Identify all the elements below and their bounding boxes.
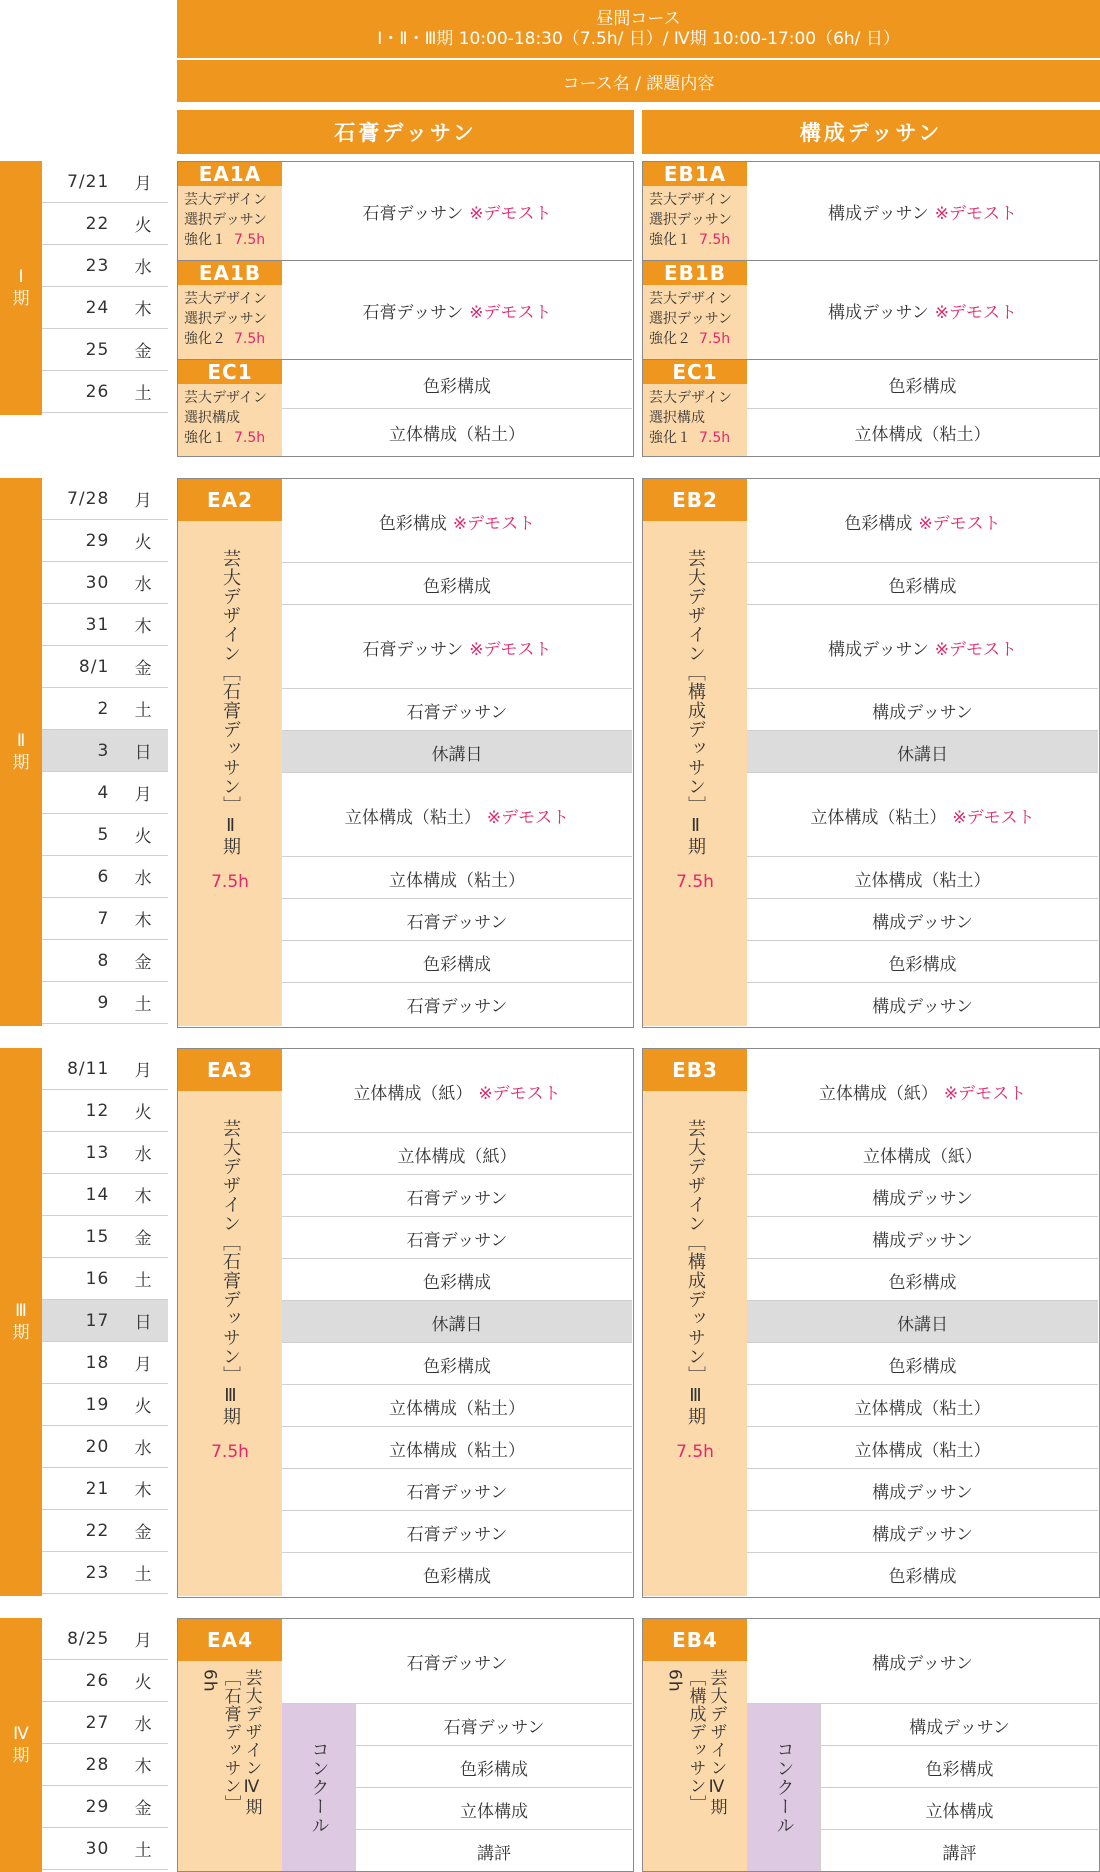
weekday: 木 bbox=[134, 1187, 153, 1207]
date-row bbox=[42, 371, 168, 413]
p1-left-block bbox=[177, 161, 634, 457]
concours-label: コンクール bbox=[747, 1704, 820, 1871]
weekday: 土 bbox=[134, 995, 153, 1015]
task-cell: 立体構成（粘土） bbox=[854, 1398, 991, 1419]
task-cell: 色彩構成 ※デモスト bbox=[378, 513, 536, 534]
p2-left-block bbox=[177, 478, 634, 1028]
course-info-vertical: 芸大デザイン［構成デッサン］Ⅲ期 7.5h bbox=[643, 1091, 747, 1596]
date: 8/11 bbox=[67, 1058, 110, 1079]
date: 3 bbox=[97, 740, 110, 761]
date: 8 bbox=[97, 950, 110, 971]
holiday-cell: 休講日 bbox=[282, 1301, 632, 1343]
date-row bbox=[42, 1660, 168, 1702]
course-code: EC1 bbox=[643, 360, 747, 384]
task-cell: 構成デッサン bbox=[872, 1653, 973, 1674]
task-cell: 構成デッサン bbox=[872, 996, 973, 1017]
task-cell: 立体構成（粘土） bbox=[854, 425, 991, 445]
date: 14 bbox=[85, 1184, 110, 1205]
date-row bbox=[42, 1048, 168, 1090]
task-cell: 構成デッサン bbox=[872, 1524, 973, 1545]
task-cell: 立体構成（粘土） bbox=[389, 870, 525, 891]
course-code: EA4 bbox=[178, 1619, 282, 1661]
date-row bbox=[42, 287, 168, 329]
weekday: 日 bbox=[134, 1313, 153, 1333]
task-cell: 色彩構成 bbox=[888, 1356, 957, 1377]
p1-right-block bbox=[642, 161, 1100, 457]
course-info-vertical: 芸大デザインⅣ期 ［石膏デッサン］ 6h bbox=[178, 1661, 282, 1871]
period-label: Ⅳ 期 bbox=[0, 1618, 42, 1872]
task-cell: 講評 bbox=[942, 1843, 977, 1864]
task-cell: 色彩構成 bbox=[423, 576, 491, 597]
date: 7/21 bbox=[67, 171, 110, 192]
task-cell: 石膏デッサン bbox=[406, 1230, 508, 1251]
date: 4 bbox=[97, 782, 110, 803]
task-cell: 色彩構成 bbox=[925, 1759, 994, 1780]
course-code: EB3 bbox=[643, 1049, 747, 1091]
task-cell: 色彩構成 bbox=[423, 1356, 491, 1377]
weekday: 月 bbox=[134, 174, 153, 194]
date: 27 bbox=[85, 1712, 110, 1733]
content-subheading: コース名 / 課題内容 bbox=[177, 60, 1100, 102]
task-cell: 色彩構成 bbox=[460, 1759, 528, 1780]
weekday: 水 bbox=[134, 1145, 153, 1165]
holiday-cell: 休講日 bbox=[282, 731, 632, 773]
date-row bbox=[42, 161, 168, 203]
date: 17 bbox=[85, 1310, 110, 1331]
date: 30 bbox=[85, 1838, 110, 1859]
date-row bbox=[42, 1342, 168, 1384]
date: 22 bbox=[85, 1520, 110, 1541]
task-cell: 講評 bbox=[477, 1843, 511, 1864]
weekday: 水 bbox=[134, 1715, 153, 1735]
concours-label: コンクール bbox=[282, 1704, 355, 1871]
date-row bbox=[42, 604, 168, 646]
date: 9 bbox=[97, 992, 110, 1013]
weekday: 日 bbox=[134, 743, 153, 763]
date: 29 bbox=[85, 1796, 110, 1817]
course-code: EC1 bbox=[178, 360, 282, 384]
date-row bbox=[42, 203, 168, 245]
task-cell: 立体構成（粘土） bbox=[389, 1398, 525, 1419]
weekday: 火 bbox=[134, 1397, 153, 1417]
date: 20 bbox=[85, 1436, 110, 1457]
task-cell: 色彩構成 bbox=[888, 1272, 957, 1293]
date: 5 bbox=[97, 824, 110, 845]
task-cell: 立体構成（紙） ※デモスト bbox=[353, 1083, 561, 1104]
task-cell: 色彩構成 bbox=[423, 376, 491, 397]
task-cell: 立体構成（粘土） bbox=[854, 870, 991, 891]
task-cell: 構成デッサン bbox=[872, 1230, 973, 1251]
task-cell: 立体構成（粘土） bbox=[389, 1440, 525, 1461]
weekday: 月 bbox=[134, 1631, 153, 1651]
task-cell: 色彩構成 bbox=[888, 376, 957, 397]
weekday: 月 bbox=[134, 785, 153, 805]
p3-left-block bbox=[177, 1048, 634, 1598]
date-row bbox=[42, 1384, 168, 1426]
date: 26 bbox=[85, 1670, 110, 1691]
weekday: 土 bbox=[134, 1565, 153, 1585]
weekday: 火 bbox=[134, 1673, 153, 1693]
task-cell: 立体構成 bbox=[460, 1801, 528, 1822]
weekday: 水 bbox=[134, 1439, 153, 1459]
task-cell: 構成デッサン ※デモスト bbox=[827, 302, 1018, 323]
date-row bbox=[42, 1132, 168, 1174]
weekday: 火 bbox=[134, 533, 153, 553]
date-row-holiday bbox=[42, 1300, 168, 1342]
p2-right-block bbox=[642, 478, 1100, 1028]
holiday-cell: 休講日 bbox=[747, 1301, 1098, 1343]
date: 7 bbox=[97, 908, 110, 929]
task-cell: 構成デッサン bbox=[872, 912, 973, 933]
date: 2 bbox=[97, 698, 110, 719]
date: 7/28 bbox=[67, 488, 110, 509]
weekday: 土 bbox=[134, 384, 153, 404]
weekday: 木 bbox=[134, 1757, 153, 1777]
weekday: 水 bbox=[134, 869, 153, 889]
weekday: 金 bbox=[134, 342, 153, 362]
course-info-vertical: 芸大デザイン［石膏デッサン］Ⅱ期 7.5h bbox=[178, 521, 282, 1026]
task-cell: 構成デッサン bbox=[872, 702, 973, 723]
schedule-hours: Ⅰ・Ⅱ・Ⅲ期 10:00-18:30（7.5h/ 日）/ Ⅳ期 10:00-17:00（6h/ 日） bbox=[377, 29, 900, 49]
date-row bbox=[42, 940, 168, 982]
course-code: EA1A bbox=[178, 162, 282, 186]
weekday: 金 bbox=[134, 1799, 153, 1819]
date: 15 bbox=[85, 1226, 110, 1247]
p4-right-block bbox=[642, 1618, 1100, 1872]
weekday: 木 bbox=[134, 911, 153, 931]
course-info: 芸大デザイン 選択構成 強化１ 7.5h bbox=[178, 384, 282, 456]
date-row bbox=[42, 1216, 168, 1258]
date: 24 bbox=[85, 297, 110, 318]
p3-right-block bbox=[642, 1048, 1100, 1598]
date: 21 bbox=[85, 1478, 110, 1499]
task-cell: 構成デッサン ※デモスト bbox=[827, 639, 1018, 660]
date: 8/1 bbox=[78, 656, 110, 677]
course-code: EB1A bbox=[643, 162, 747, 186]
task-cell: 石膏デッサン bbox=[406, 1482, 508, 1503]
p4-left-block bbox=[177, 1618, 634, 1872]
task-cell: 構成デッサン bbox=[909, 1717, 1010, 1738]
period-label: Ⅰ 期 bbox=[0, 161, 42, 415]
weekday: 金 bbox=[134, 1229, 153, 1249]
task-cell: 立体構成（粘土） ※デモスト bbox=[810, 807, 1035, 828]
date-row bbox=[42, 1468, 168, 1510]
date-row bbox=[42, 1618, 168, 1660]
task-cell: 立体構成（紙） ※デモスト bbox=[818, 1083, 1027, 1104]
date-row bbox=[42, 1174, 168, 1216]
weekday: 水 bbox=[134, 258, 153, 278]
date: 23 bbox=[85, 255, 110, 276]
course-header bbox=[177, 0, 1100, 58]
course-code: EB2 bbox=[643, 479, 747, 521]
course-info: 芸大デザイン 選択構成 強化１ 7.5h bbox=[643, 384, 747, 456]
task-cell: 石膏デッサン bbox=[406, 1524, 508, 1545]
date-row bbox=[42, 688, 168, 730]
date-row bbox=[42, 478, 168, 520]
date-column bbox=[42, 478, 168, 1026]
date: 18 bbox=[85, 1352, 110, 1373]
date-row bbox=[42, 1744, 168, 1786]
period-label: Ⅲ 期 bbox=[0, 1048, 42, 1596]
weekday: 木 bbox=[134, 300, 153, 320]
course-info-vertical: 芸大デザイン［構成デッサン］Ⅱ期 7.5h bbox=[643, 521, 747, 1026]
task-cell: 色彩構成 bbox=[888, 954, 957, 975]
weekday: 金 bbox=[134, 953, 153, 973]
weekday: 土 bbox=[134, 1271, 153, 1291]
weekday: 木 bbox=[134, 1481, 153, 1501]
task-cell: 色彩構成 ※デモスト bbox=[844, 513, 1001, 534]
weekday: 土 bbox=[134, 701, 153, 721]
course-code: EB1B bbox=[643, 261, 747, 285]
course-info-vertical: 芸大デザイン［石膏デッサン］Ⅲ期 7.5h bbox=[178, 1091, 282, 1596]
weekday: 土 bbox=[134, 1841, 153, 1861]
task-cell: 構成デッサン bbox=[872, 1482, 973, 1503]
date-row bbox=[42, 1090, 168, 1132]
weekday: 金 bbox=[134, 1523, 153, 1543]
date-row bbox=[42, 814, 168, 856]
date-row bbox=[42, 856, 168, 898]
date: 19 bbox=[85, 1394, 110, 1415]
task-cell: 石膏デッサン ※デモスト bbox=[362, 639, 552, 660]
task-cell: 石膏デッサン bbox=[443, 1717, 545, 1738]
date-row bbox=[42, 245, 168, 287]
course-code: EA3 bbox=[178, 1049, 282, 1091]
course-info-vertical: 芸大デザインⅣ期 ［構成デッサン］ 6h bbox=[643, 1661, 747, 1871]
task-cell: 石膏デッサン bbox=[406, 1653, 508, 1674]
date: 23 bbox=[85, 1562, 110, 1583]
date-row bbox=[42, 1510, 168, 1552]
date-row bbox=[42, 562, 168, 604]
course-name-right: 構成デッサン bbox=[642, 110, 1100, 154]
weekday: 水 bbox=[134, 575, 153, 595]
date-row bbox=[42, 982, 168, 1024]
date: 30 bbox=[85, 572, 110, 593]
task-cell: 立体構成（粘土） bbox=[854, 1440, 991, 1461]
course-code: EB4 bbox=[643, 1619, 747, 1661]
date: 25 bbox=[85, 339, 110, 360]
course-code: EA1B bbox=[178, 261, 282, 285]
task-cell: 色彩構成 bbox=[423, 1566, 491, 1587]
course-info: 芸大デザイン 選択デッサン 強化１ 7.5h bbox=[178, 186, 282, 260]
date-row bbox=[42, 646, 168, 688]
date-column bbox=[42, 161, 168, 415]
date-row bbox=[42, 1258, 168, 1300]
task-cell: 色彩構成 bbox=[423, 1272, 491, 1293]
weekday: 月 bbox=[134, 491, 153, 511]
weekday: 火 bbox=[134, 827, 153, 847]
date-row bbox=[42, 520, 168, 562]
date-column bbox=[42, 1048, 168, 1596]
date: 12 bbox=[85, 1100, 110, 1121]
date-row bbox=[42, 1552, 168, 1594]
weekday: 火 bbox=[134, 1103, 153, 1123]
date: 22 bbox=[85, 213, 110, 234]
date-row bbox=[42, 898, 168, 940]
task-cell: 構成デッサン ※デモスト bbox=[827, 203, 1018, 224]
task-cell: 立体構成（粘土） ※デモスト bbox=[344, 807, 570, 828]
task-cell: 色彩構成 bbox=[423, 954, 491, 975]
task-cell: 立体構成（紙） bbox=[397, 1146, 517, 1167]
weekday: 火 bbox=[134, 216, 153, 236]
task-cell: 石膏デッサン bbox=[406, 912, 508, 933]
date: 31 bbox=[85, 614, 110, 635]
task-cell: 石膏デッサン ※デモスト bbox=[362, 302, 552, 323]
task-cell: 石膏デッサン bbox=[406, 702, 508, 723]
task-cell: 石膏デッサン bbox=[406, 996, 508, 1017]
weekday: 月 bbox=[134, 1061, 153, 1081]
date: 28 bbox=[85, 1754, 110, 1775]
course-info: 芸大デザイン 選択デッサン 強化１ 7.5h bbox=[643, 186, 747, 260]
date: 16 bbox=[85, 1268, 110, 1289]
task-cell: 石膏デッサン bbox=[406, 1188, 508, 1209]
date-row bbox=[42, 329, 168, 371]
task-cell: 立体構成 bbox=[925, 1801, 994, 1822]
date-column bbox=[42, 1618, 168, 1872]
date-row bbox=[42, 1426, 168, 1468]
date: 6 bbox=[97, 866, 110, 887]
course-name-left: 石膏デッサン bbox=[177, 110, 634, 154]
weekday: 金 bbox=[134, 659, 153, 679]
date-row bbox=[42, 1828, 168, 1870]
course-info: 芸大デザイン 選択デッサン 強化２ 7.5h bbox=[178, 285, 282, 359]
weekday: 木 bbox=[134, 617, 153, 637]
course-title: 昼間コース bbox=[596, 9, 681, 29]
period-label: Ⅱ 期 bbox=[0, 478, 42, 1026]
weekday: 月 bbox=[134, 1355, 153, 1375]
task-cell: 構成デッサン bbox=[872, 1188, 973, 1209]
task-cell: 石膏デッサン ※デモスト bbox=[362, 203, 552, 224]
task-cell: 立体構成（紙） bbox=[863, 1146, 982, 1167]
task-cell: 色彩構成 bbox=[888, 1566, 957, 1587]
date: 26 bbox=[85, 381, 110, 402]
date-row bbox=[42, 772, 168, 814]
course-code: EA2 bbox=[178, 479, 282, 521]
date-row bbox=[42, 1786, 168, 1828]
date-row bbox=[42, 1702, 168, 1744]
date: 8/25 bbox=[67, 1628, 110, 1649]
course-info: 芸大デザイン 選択デッサン 強化２ 7.5h bbox=[643, 285, 747, 359]
task-cell: 立体構成（粘土） bbox=[389, 425, 525, 445]
holiday-cell: 休講日 bbox=[747, 731, 1098, 773]
task-cell: 色彩構成 bbox=[888, 576, 957, 597]
date-row-holiday bbox=[42, 730, 168, 772]
date: 13 bbox=[85, 1142, 110, 1163]
date: 29 bbox=[85, 530, 110, 551]
